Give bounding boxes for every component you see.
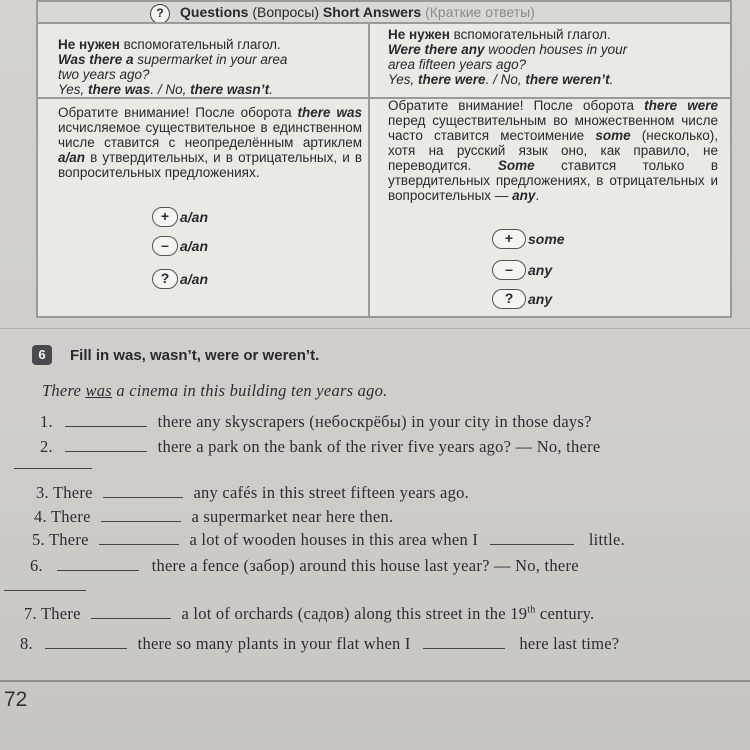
answer-blank-5b[interactable] [490, 543, 574, 545]
example-sentence: There was a cinema in this building ten years ago. [42, 381, 388, 400]
header-short-answers: Short Answers [322, 4, 422, 20]
exercise-item-2: 2. there a park on the bank of the river five years ago? — No, there [40, 437, 601, 456]
minus-icon: – [152, 236, 178, 256]
pill-minus-a-an: – a/an [152, 236, 208, 256]
pill-question-a-an: ? a/an [152, 269, 208, 289]
pill-minus-any: – any [492, 260, 552, 280]
answer-blank-1[interactable] [65, 425, 147, 427]
table-header [38, 2, 730, 24]
question-icon: ? [150, 4, 170, 24]
exercise-item-5: 5. There a lot of wooden houses in this area when I little. [32, 530, 625, 549]
grammar-table [36, 0, 732, 318]
cell-were-question: Не нужен вспомогательный глагол. Were there any wooden houses in your area fifteen years ago? Yes, there were. / No, there weren’t. [388, 27, 628, 87]
exercise-item-3: 3. There any cafés in this street fifteen years ago. [36, 483, 469, 502]
answer-blank-6[interactable] [57, 569, 139, 571]
page-footer-rule [0, 680, 750, 682]
pill-question-any: ? any [492, 289, 552, 309]
answer-blank-4[interactable] [101, 520, 181, 522]
column-divider [368, 22, 370, 318]
exercise-item-6: 6. there a fence (забор) around this house last year? — No, there [30, 556, 579, 575]
pill-plus-a-an: + a/an [152, 207, 208, 227]
cell-were-note: Обратите внимание! После оборота there were перед существительным во множественном числе часто ставится местоимение some (несколько), хотя на русский язык оно, как правило, не переводится. Some ставится только в утвердительных предложениях, в отрицательных и вопросительных — any. [388, 98, 719, 203]
answer-blank-8b[interactable] [423, 647, 505, 649]
plus-icon: + [152, 207, 178, 227]
answer-blank-6b[interactable] [4, 590, 86, 591]
pill-plus-some: + some [492, 229, 565, 249]
question-icon: ? [152, 269, 178, 289]
answer-blank-7[interactable] [91, 617, 171, 619]
answer-blank-2b[interactable] [14, 468, 92, 469]
exercise-item-1: 1. there any skyscrapers (небоскрёбы) in your city in those days? [40, 412, 592, 431]
exercise-item-8: 8. there so many plants in your flat when I here last time? [20, 634, 620, 653]
cell-was-question: Не нужен вспомогательный глагол. Was there a supermarket in your area two years ago? Yes, there was. / No, there wasn’t. [58, 37, 288, 97]
section-divider [0, 328, 750, 329]
question-icon: ? [492, 289, 526, 309]
answer-blank-8[interactable] [45, 647, 127, 649]
cell-was-note: Обратите внимание! После оборота there was исчисляемое существительное в единственном числе ставится с неопределённым артиклем a/an в утвердительных, и в отрицательных, и в вопросительных предложениях. [58, 105, 362, 180]
header-title: Questions [180, 4, 249, 20]
plus-icon: + [492, 229, 526, 249]
exercise-number: 6 [32, 345, 52, 365]
answer-blank-3[interactable] [103, 496, 183, 498]
answer-blank-2[interactable] [65, 450, 147, 452]
answer-blank-5[interactable] [99, 543, 179, 545]
exercise-item-4: 4. There a supermarket near here then. [34, 507, 394, 526]
page-number: 72 [4, 688, 28, 711]
exercise-item-7: 7. There a lot of orchards (садов) along this street in the 19th century. [24, 604, 595, 623]
minus-icon: – [492, 260, 526, 280]
exercise-title: Fill in was, wasn’t, were or weren’t. [70, 347, 320, 364]
header-short-answers-ru: (Краткие ответы) [425, 4, 535, 20]
header-title-ru: (Вопросы) [252, 4, 320, 20]
